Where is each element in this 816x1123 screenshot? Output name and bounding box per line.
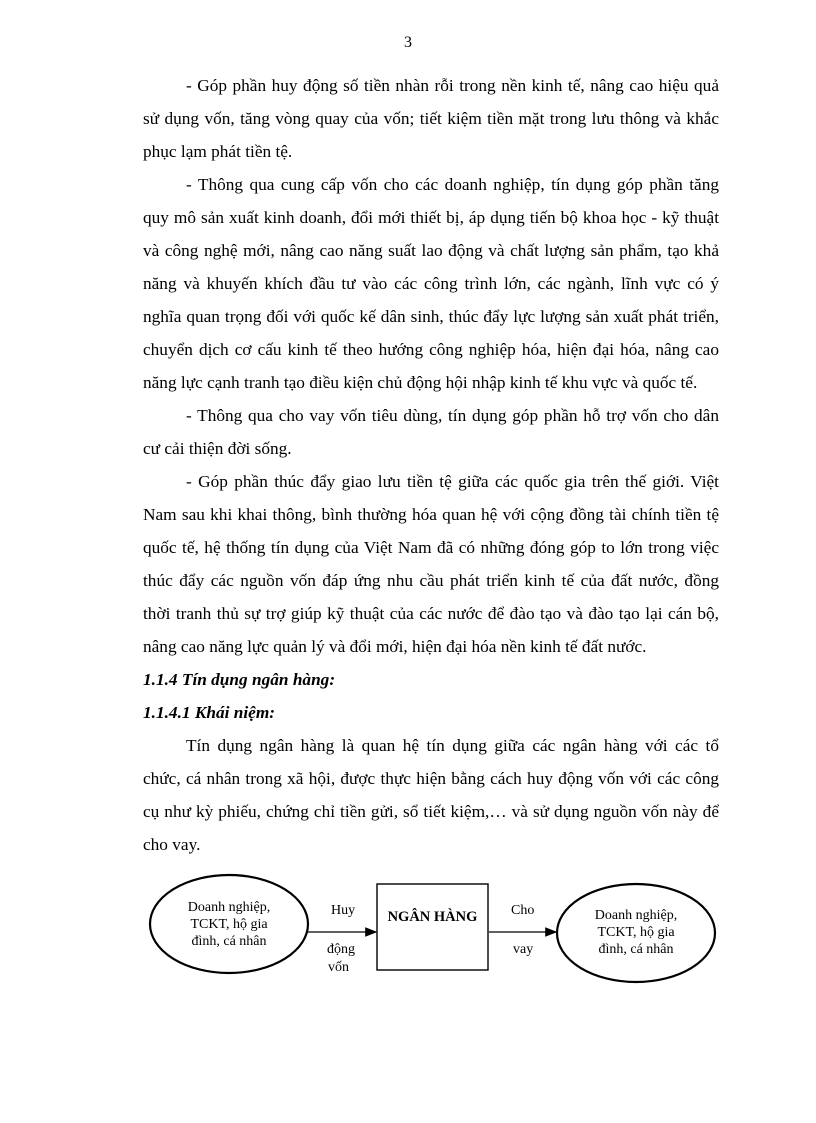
definition-line-4: cho vay. [143, 835, 201, 854]
paragraph-1-line-1: - Góp phần huy động số tiền nhàn rỗi trong nền kinh tế, nâng cao hiệu quả [186, 76, 719, 95]
center-box-shape [377, 884, 488, 970]
paragraph-4-line-6: nâng cao năng lực quản lý và đổi mới, hiện đại hóa nền kinh tế đất nước. [143, 637, 647, 656]
left-arrow-bottom-label-1: động [327, 942, 355, 957]
left-ellipse-line-3: đình, cá nhân [191, 934, 267, 949]
paragraph-4-line-2: Nam sau khi khai thông, bình thường hóa quan hệ với cộng đồng tài chính tiền tệ [143, 505, 719, 524]
right-ellipse-label [562, 907, 710, 958]
left-arrow-top-label: Huy [331, 903, 356, 918]
center-box-label: NGÂN HÀNG [387, 909, 478, 925]
paragraph-2-line-2: quy mô sản xuất kinh doanh, đổi mới thiết bị, áp dụng tiến bộ khoa học - kỹ thuật [143, 208, 719, 227]
right-ellipse-line-3: đình, cá nhân [598, 942, 674, 957]
paragraph-4-line-3: quốc tế, hệ thống tín dụng của Việt Nam đã có những đóng góp to lớn trong việc [143, 538, 719, 557]
left-ellipse-label [155, 899, 303, 950]
left-ellipse-line-1: Doanh nghiệp, [187, 900, 271, 915]
right-ellipse-line-1: Doanh nghiệp, [594, 908, 678, 923]
page-number: 3 [404, 34, 412, 51]
paragraph-2-line-7: năng lực cạnh tranh tạo điều kiện chủ động hội nhập kinh tế khu vực và quốc tế. [143, 373, 698, 392]
right-ellipse-line-2: TCKT, hộ gia [597, 925, 675, 940]
paragraph-3-line-1: - Thông qua cho vay vốn tiêu dùng, tín dụng góp phần hỗ trợ vốn cho dân [186, 406, 719, 425]
paragraph-3-line-2: cư cải thiện đời sống. [143, 439, 292, 458]
subsection-heading: 1.1.4.1 Khái niệm: [143, 703, 276, 722]
credit-flow-diagram [0, 860, 816, 1000]
definition-line-2: chức, cá nhân trong xã hội, được thực hiện bằng cách huy động vốn với các công [143, 769, 719, 788]
paragraph-2-line-3: và công nghệ mới, nâng cao năng suất lao động và chất lượng sản phẩm, tạo khả [143, 241, 719, 260]
definition-line-3: cụ như kỳ phiếu, chứng chỉ tiền gửi, sổ tiết kiệm,… và sử dụng nguồn vốn này để [143, 802, 719, 821]
definition-line-1: Tín dụng ngân hàng là quan hệ tín dụng giữa các ngân hàng với các tổ [186, 736, 719, 755]
paragraph-2-line-5: nghĩa quan trọng đối với quốc kế dân sinh, thúc đẩy lực lượng sản xuất phát triển, [143, 307, 719, 326]
paragraph-4-line-5: thời tranh thủ sự trợ giúp kỹ thuật của các nước để đào tạo và đào tạo lại cán bộ, [143, 604, 719, 623]
section-heading: 1.1.4 Tín dụng ngân hàng: [143, 670, 336, 689]
right-arrow-bottom-label: vay [513, 942, 534, 957]
left-ellipse-line-2: TCKT, hộ gia [190, 917, 268, 932]
paragraph-2-line-4: năng và khuyến khích đầu tư vào các công trình lớn, các ngành, lĩnh vực có ý [143, 274, 719, 293]
paragraph-1-line-3: phục lạm phát tiền tệ. [143, 142, 293, 161]
paragraph-4-line-1: - Góp phần thúc đẩy giao lưu tiền tệ giữa các quốc gia trên thế giới. Việt [186, 472, 719, 491]
paragraph-1-line-2: sử dụng vốn, tăng vòng quay của vốn; tiết kiệm tiền mặt trong lưu thông và khắc [143, 109, 719, 128]
paragraph-4-line-4: thúc đẩy các nguồn vốn đáp ứng nhu cầu phát triển kinh tế của đất nước, đồng [143, 571, 719, 590]
paragraph-2-line-6: chuyển dịch cơ cấu kinh tế theo hướng công nghiệp hóa, hiện đại hóa, nâng cao [143, 340, 719, 359]
paragraph-2-line-1: - Thông qua cung cấp vốn cho các doanh nghiệp, tín dụng góp phần tăng [186, 175, 719, 194]
right-arrow-top-label: Cho [511, 903, 535, 918]
left-arrow-bottom-label-2: vốn [328, 960, 349, 975]
